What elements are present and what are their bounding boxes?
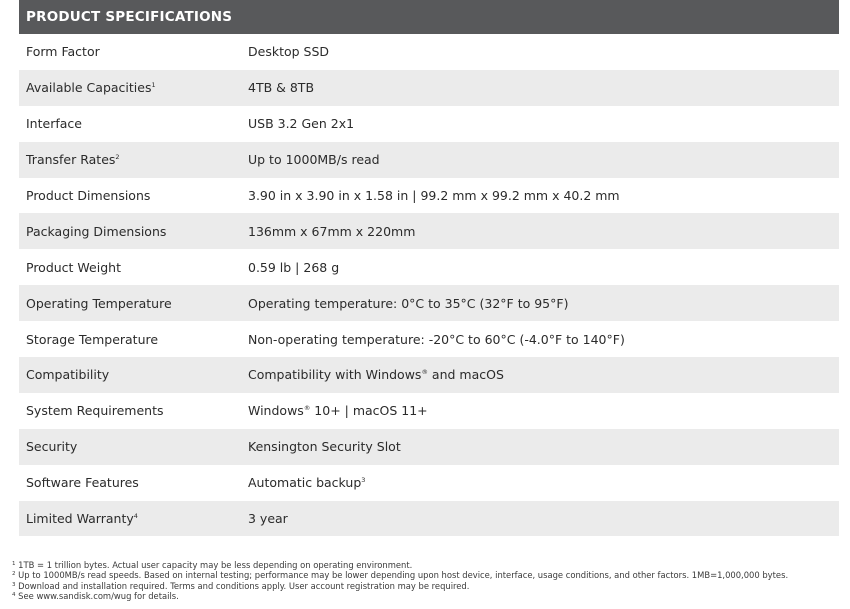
spec-label: Storage Temperature bbox=[26, 331, 159, 347]
spec-row-compatibility bbox=[19, 357, 839, 393]
spec-label: Software Features bbox=[26, 475, 139, 491]
spec-value: Non-operating temperature: -20°C to 60°C (-4.0°F to 140°F) bbox=[248, 331, 625, 347]
footnote-ref: 4 bbox=[133, 512, 138, 521]
spec-value: 3 year bbox=[248, 511, 288, 527]
spec-label: Security bbox=[26, 439, 78, 455]
spec-row-available-capacities bbox=[19, 70, 839, 106]
spec-value: 3.90 in x 3.90 in x 1.58 in | 99.2 mm x 99.2 mm x 40.2 mm bbox=[248, 188, 620, 203]
registered-mark: ® bbox=[303, 404, 311, 413]
footnote-ref: 3 bbox=[361, 476, 366, 485]
spec-label: Interface bbox=[26, 116, 82, 132]
spec-value: 4TB & 8TB bbox=[248, 80, 315, 96]
spec-value: Automatic backup$^3$ bbox=[248, 475, 366, 491]
spec-value: Compatibility with Windows® and macOS bbox=[248, 367, 504, 383]
spec-row-interface bbox=[19, 106, 839, 142]
spec-label: Limited Warranty$^4$ bbox=[26, 511, 138, 527]
spec-value: Operating temperature: 0°C to 35°C (32°F to 95°F) bbox=[248, 295, 569, 311]
spec-value: Kensington Security Slot bbox=[248, 439, 401, 455]
spec-row-limited-warranty bbox=[19, 501, 839, 537]
spec-value: Desktop SSD bbox=[248, 44, 330, 60]
spec-row-security bbox=[19, 429, 839, 465]
spec-row-storage-temperature bbox=[19, 321, 839, 357]
spec-value: USB 3.2 Gen 2x1 bbox=[248, 116, 355, 132]
spec-value: 136mm x 67mm x 220mm bbox=[248, 223, 416, 239]
spec-row-system-requirements bbox=[19, 393, 839, 429]
registered-mark: ® bbox=[421, 368, 428, 377]
spec-label: Product Weight bbox=[26, 259, 121, 275]
spec-label: Form Factor bbox=[26, 44, 100, 60]
footnote-3: $^3$ Download and installation required. Terms and conditions apply. User account registration may be required. bbox=[12, 580, 470, 591]
spec-label: Packaging Dimensions bbox=[26, 223, 167, 239]
spec-value: Up to 1000MB/s read bbox=[248, 152, 380, 168]
spec-row-transfer-rates bbox=[19, 142, 839, 178]
spec-value: 0.59 lb | 268 g bbox=[248, 259, 340, 275]
spec-row-product-dimensions bbox=[19, 178, 839, 214]
footnote-1: $^1$ 1TB = 1 trillion bytes. Actual user capacity may be less depending on operating environment. bbox=[12, 560, 413, 570]
spec-row-packaging-dimensions bbox=[19, 213, 839, 249]
spec-label: Available Capacities$^1$ bbox=[26, 80, 156, 96]
spec-label: System Requirements bbox=[26, 403, 164, 419]
spec-table-header bbox=[19, 0, 839, 34]
footnote-2: $^2$ Up to 1000MB/s read speeds. Based on internal testing; performance may be lower depending upon host device, interface, usage conditions, and other factors. 1MB=1,000,000 bytes. bbox=[12, 570, 789, 581]
spec-label: Compatibility bbox=[26, 367, 110, 383]
spec-row-operating-temperature bbox=[19, 285, 839, 321]
spec-label: Product Dimensions bbox=[26, 188, 151, 203]
footnotes bbox=[12, 560, 788, 601]
spec-label: Operating Temperature bbox=[26, 295, 172, 311]
spec-table-title: PRODUCT SPECIFICATIONS bbox=[26, 9, 233, 25]
spec-row-software-features bbox=[19, 465, 839, 501]
footnote-ref: 2 bbox=[115, 153, 120, 162]
spec-row-product-weight bbox=[19, 249, 839, 285]
spec-value: Windows® 10+ | macOS 11+ bbox=[248, 403, 428, 419]
footnote-ref: 1 bbox=[151, 81, 156, 90]
spec-label: Transfer Rates$^2$ bbox=[26, 152, 120, 168]
spec-row-form-factor bbox=[19, 34, 839, 70]
footnote-4: $^4$ See www.sandisk.com/wug for details. bbox=[12, 590, 179, 601]
spec-table bbox=[19, 0, 839, 536]
